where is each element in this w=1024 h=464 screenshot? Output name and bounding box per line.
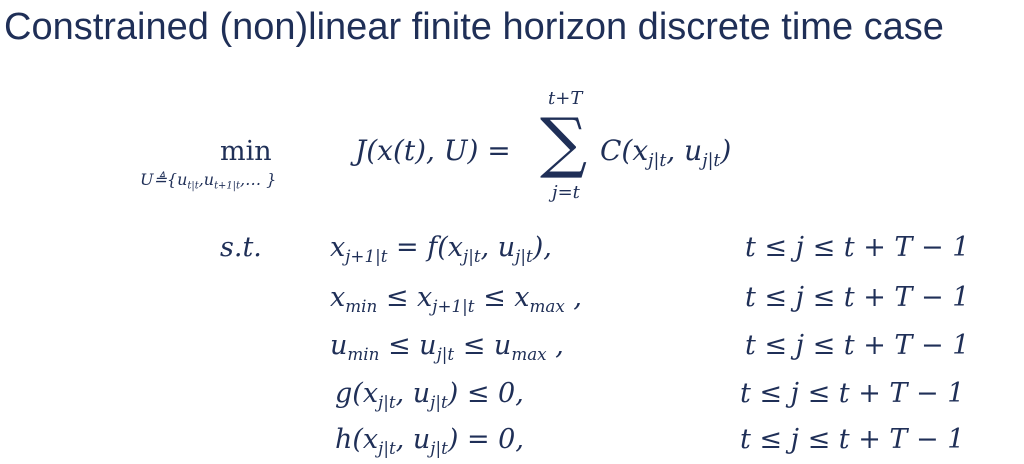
constraint-range: t ≤ j ≤ t + T − 1 — [745, 282, 970, 313]
subject-to-label: s.t. — [220, 232, 262, 263]
constraint-range: t ≤ j ≤ t + T − 1 — [745, 232, 970, 263]
constraint-range: t ≤ j ≤ t + T − 1 — [740, 424, 965, 455]
decision-set: $U≜\{u_{t|t},u_{t+1|t},\dots$ } — [140, 170, 277, 192]
stage-cost: $C(x_{j|t}$, $u_{j|t}$) — [600, 134, 732, 172]
objective-lhs: J(x(t), U) = — [355, 134, 511, 167]
constraint-state-bounds: $x_{min} \le x_{j+1|t} \le x_{max}$ , — [330, 282, 582, 316]
constraint-range: t ≤ j ≤ t + T − 1 — [745, 330, 970, 361]
sum-lower-limit: j=t — [552, 182, 580, 203]
sum-upper-limit: t+T — [548, 88, 583, 109]
sum-symbol-icon: ∑ — [540, 104, 588, 181]
constraint-equality-h: $h(x_{j|t}$, $u_{j|t}) = 0$, — [335, 424, 524, 458]
constraint-range: t ≤ j ≤ t + T − 1 — [740, 378, 965, 409]
constraint-input-bounds: $u_{min} \le u_{j|t} \le u_{max}$ , — [330, 330, 564, 364]
constraint-inequality-g: $g(x_{j|t}$, $u_{j|t}) \le 0$, — [335, 378, 524, 412]
slide-title: Constrained (non)linear finite horizon discrete time case — [4, 6, 944, 48]
min-operator: min — [220, 136, 272, 167]
constraint-dynamics: $x_{j+1|t} = f(x_{j|t}$, $u_{j|t}$), — [330, 232, 552, 266]
